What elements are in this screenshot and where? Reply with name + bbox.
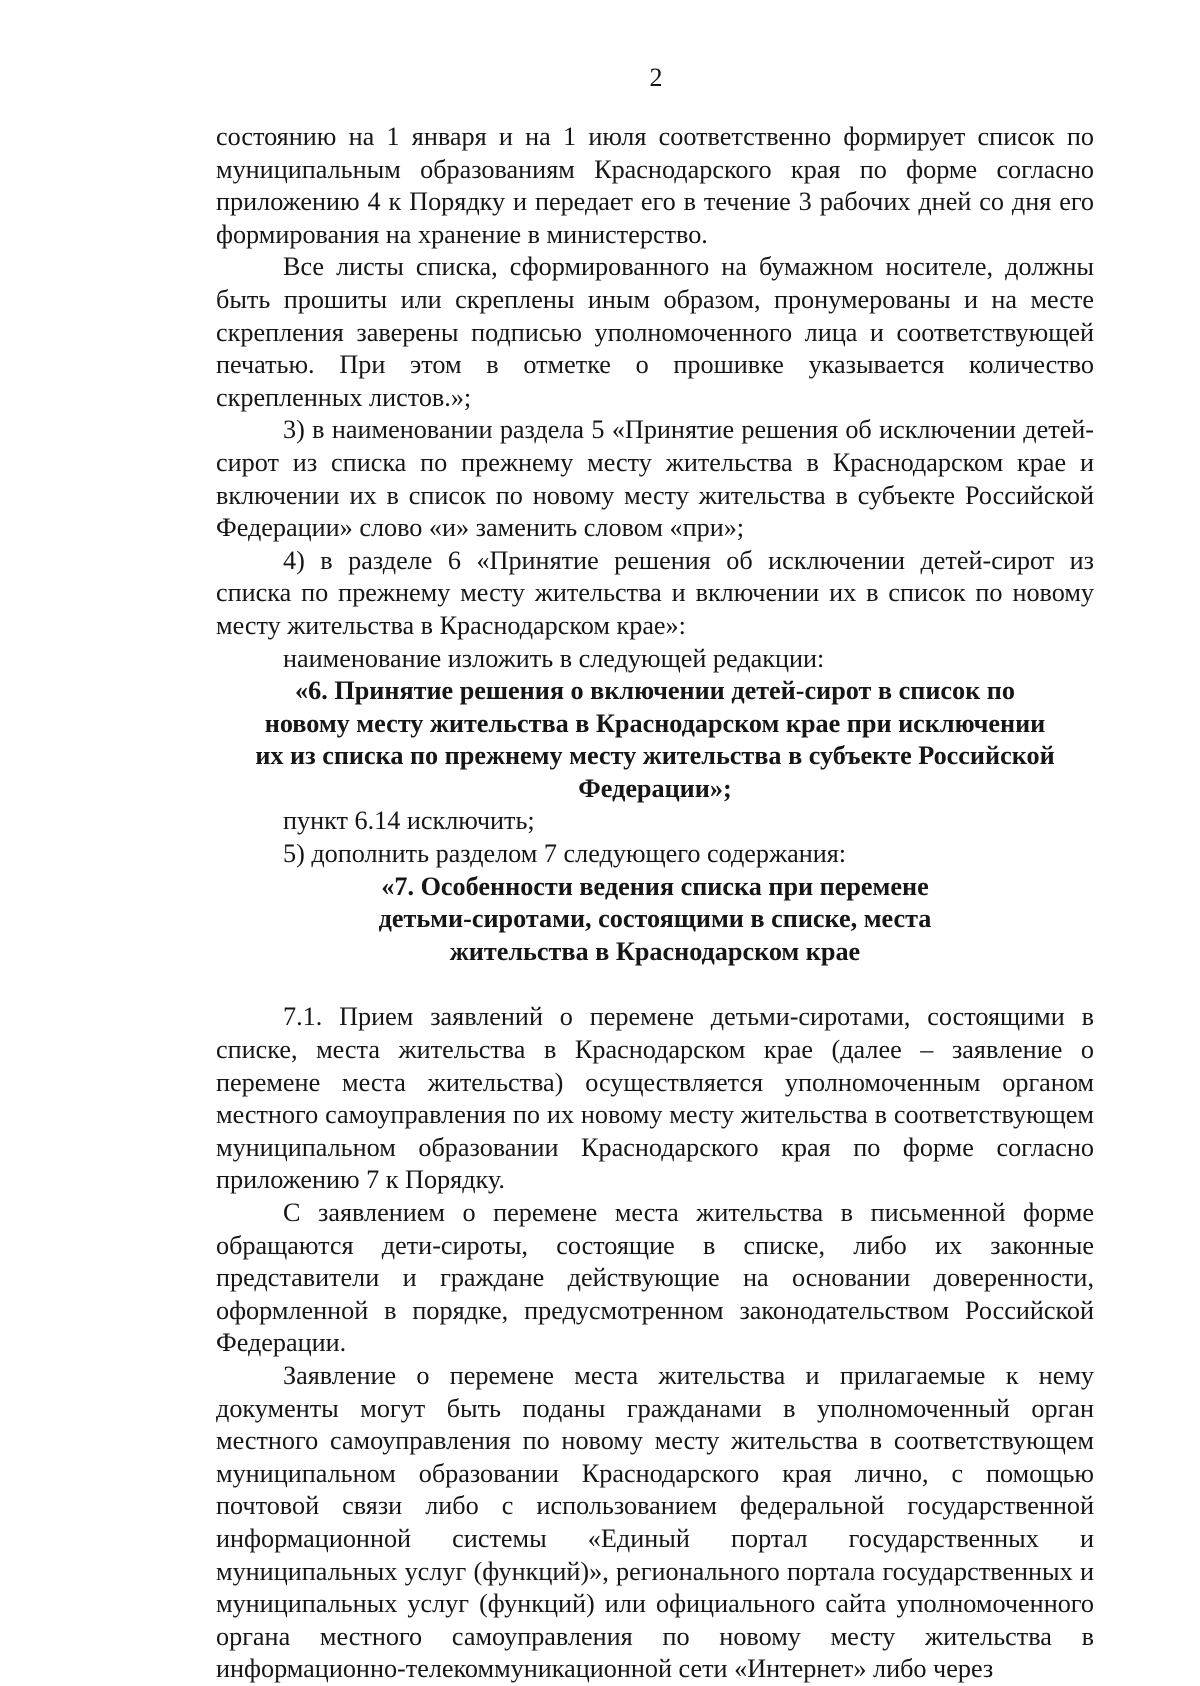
spacer — [216, 968, 1094, 1001]
paragraph-item-3: 3) в наименовании раздела 5 «Принятие решения об исключении детей-сирот из списка по прежнему месту жительства в Краснодарском крае и включении их в список по новому месту жительства в субъекте Российской Федерации» слово «и» заменить словом «при»; — [216, 415, 1094, 543]
paragraph-item-5: 5) дополнить разделом 7 следующего содержания: — [283, 839, 847, 869]
paragraph-exclude-6-14: пункт 6.14 исключить; — [283, 806, 535, 836]
paragraph-sheets-binding: Все листы списка, сформированного на бумажном носителе, должны быть прошиты или скреплены иным образом, пронумерованы и на месте скрепления заверены подписью уполномоченного лица и соответствующей печатью. При этом в отметке о прошивке указывается количество скрепленных листов.»; — [216, 252, 1094, 412]
section-7-heading: «7. Особенности ведения списка при перемене детьми-сиротами, состоящими в списке, места жительства в Краснодарском крае — [378, 871, 932, 966]
paragraph-new-title-intro: наименование изложить в следующей редакции: — [283, 643, 825, 673]
paragraph-applicants: С заявлением о перемене места жительства в письменной форме обращаются дети-сироты, состоящие в списке, либо их законные представители и граждане действующие на основании доверенности, оформленной в порядке, предусмотренном законодательством Российской Федерации. — [216, 1198, 1094, 1358]
paragraph-7-1: 7.1. Прием заявлений о перемене детьми-сиротами, состоящими в списке, места жительства в Краснодарском крае (далее – заявление о перемене места жительства) осуществляется уполномоченным органом местного самоуправления по их новому месту жительства в соответствующем муниципальном образовании Краснодарского края по форме согласно приложению 7 к Порядку. — [216, 1002, 1094, 1195]
paragraph-submission-methods: Заявление о перемене места жительства и прилагаемые к нему документы могут быть поданы гражданами в уполномоченный орган местного самоуправления по новому месту жительства в соответствующем муниципальном образовании Краснодарского края лично, с помощью почтовой связи либо с использованием федеральной государственной информационной системы «Единый портал государственных и муниципальных услуг (функций)», регионального портала государственных и муниципальных услуг (функций) или официального сайта уполномоченного органа местного самоуправления по новому месту жительства в информационно-телекоммуникационной сети «Интернет» либо через — [216, 1360, 1094, 1684]
page-number: 2 — [649, 63, 663, 92]
paragraph-item-4: 4) в разделе 6 «Принятие решения об исключении детей-сирот из списка по прежнему месту жительства и включении их в список по новому месту жительства в Краснодарском крае»: — [216, 545, 1094, 640]
section-6-heading: «6. Принятие решения о включении детей-сирот в список по новому месту жительства в Краснодарском крае при исключении их из списка по прежнему месту жительства в субъекте Российской Федерации»; — [255, 676, 1055, 803]
document-body — [216, 121, 1094, 1686]
paragraph-continuation: состоянию на 1 января и на 1 июля соответственно формирует список по муниципальным образованиям Краснодарского края по форме согласно приложению 4 к Порядку и передает его в течение 3 рабочих дней со дня его формирования на хранение в министерство. — [216, 122, 1094, 249]
